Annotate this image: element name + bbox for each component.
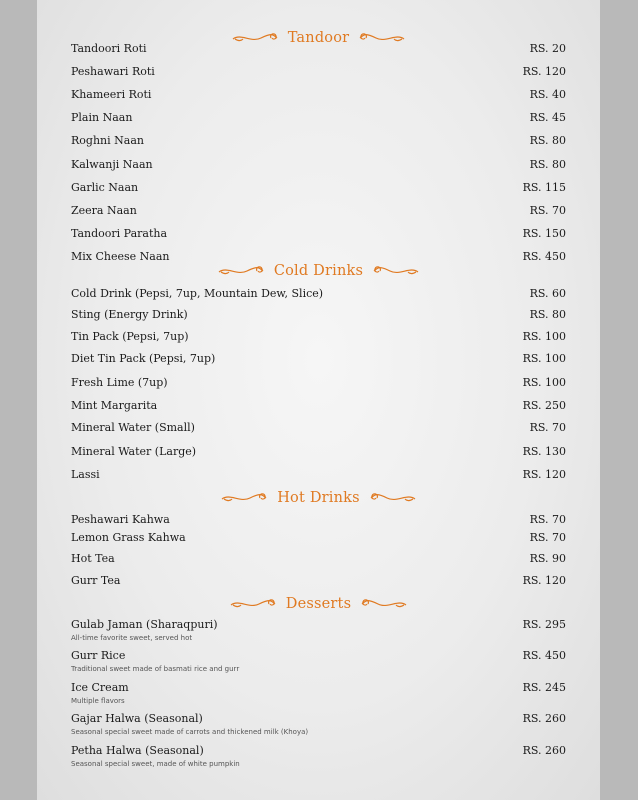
flourish-right-icon — [372, 263, 420, 279]
item-name: Mint Margarita — [71, 399, 158, 412]
item-price: RS. 100 — [522, 376, 566, 389]
item-name: Lemon Grass Kahwa — [71, 531, 186, 544]
menu-item — [71, 399, 566, 412]
item-price: RS. 120 — [522, 468, 566, 481]
section-cold-drinks — [37, 261, 600, 281]
section-title: Hot Drinks — [277, 490, 360, 506]
menu-item — [71, 513, 566, 526]
item-price: RS. 20 — [529, 42, 566, 55]
item-price: RS. 260 — [522, 712, 566, 725]
flourish-left-icon — [229, 596, 277, 612]
item-price: RS. 70 — [529, 421, 566, 434]
item-price: RS. 60 — [529, 287, 566, 300]
section-title: Tandoor — [287, 30, 350, 46]
section-title: Cold Drinks — [273, 263, 364, 279]
item-name: Plain Naan — [71, 111, 133, 124]
item-name: Tin Pack (Pepsi, 7up) — [71, 330, 189, 343]
menu-page — [37, 0, 600, 800]
section-title: Desserts — [285, 596, 352, 612]
item-name: Kalwanji Naan — [71, 158, 153, 171]
item-name: Tandoori Roti — [71, 42, 147, 55]
menu-item — [71, 681, 566, 694]
item-price: RS. 130 — [522, 445, 566, 458]
item-name: Sting (Energy Drink) — [71, 308, 188, 321]
item-description: Seasonal special sweet, made of white pumpkin — [71, 760, 240, 768]
item-price: RS. 45 — [529, 111, 566, 124]
menu-item — [71, 574, 566, 587]
item-name: Peshawari Kahwa — [71, 513, 170, 526]
item-name: Cold Drink (Pepsi, 7up, Mountain Dew, Slice) — [71, 287, 324, 300]
item-price: RS. 80 — [529, 308, 566, 321]
item-price: RS. 450 — [522, 649, 566, 662]
flourish-right-icon — [360, 596, 408, 612]
menu-item — [71, 712, 566, 725]
menu-item — [71, 287, 566, 300]
item-name: Tandoori Paratha — [71, 227, 168, 240]
menu-item — [71, 204, 566, 217]
menu-item — [71, 158, 566, 171]
item-price: RS. 120 — [522, 574, 566, 587]
flourish-left-icon — [217, 263, 265, 279]
menu-item — [71, 531, 566, 544]
menu-item — [71, 227, 566, 240]
item-price: RS. 80 — [529, 158, 566, 171]
item-price: RS. 260 — [522, 744, 566, 757]
section-header — [37, 261, 600, 281]
item-price: RS. 450 — [522, 250, 566, 263]
item-description: Seasonal special sweet made of carrots and thickened milk (Khoya) — [71, 728, 309, 736]
item-name: Diet Tin Pack (Pepsi, 7up) — [71, 352, 216, 365]
menu-item — [71, 42, 566, 55]
item-price: RS. 40 — [529, 88, 566, 101]
item-description: All-time favorite sweet, served hot — [71, 634, 193, 642]
menu-item — [71, 308, 566, 321]
menu-item — [71, 134, 566, 147]
item-price: RS. 245 — [522, 681, 566, 694]
menu-item — [71, 352, 566, 365]
menu-item — [71, 330, 566, 343]
menu-item — [71, 618, 566, 631]
item-name: Gulab Jaman (Sharaqpuri) — [71, 618, 218, 631]
menu-item — [71, 649, 566, 662]
item-name: Fresh Lime (7up) — [71, 376, 168, 389]
menu-item — [71, 376, 566, 389]
item-name: Roghni Naan — [71, 134, 144, 147]
item-name: Garlic Naan — [71, 181, 139, 194]
menu-item — [71, 111, 566, 124]
item-price: RS. 250 — [522, 399, 566, 412]
item-name: Gajar Halwa (Seasonal) — [71, 712, 203, 725]
item-price: RS. 90 — [529, 552, 566, 565]
section-desserts — [37, 594, 600, 614]
item-name: Mineral Water (Small) — [71, 421, 195, 434]
menu-item — [71, 552, 566, 565]
item-price: RS. 70 — [529, 513, 566, 526]
item-name: Lassi — [71, 468, 100, 481]
section-header — [37, 594, 600, 614]
item-price: RS. 115 — [522, 181, 566, 194]
menu-item — [71, 88, 566, 101]
menu-item — [71, 468, 566, 481]
item-name: Peshawari Roti — [71, 65, 155, 78]
item-description: Multiple flavors — [71, 697, 125, 705]
item-price: RS. 80 — [529, 134, 566, 147]
item-price: RS. 100 — [522, 330, 566, 343]
item-name: Hot Tea — [71, 552, 115, 565]
item-price: RS. 120 — [522, 65, 566, 78]
item-price: RS. 70 — [529, 204, 566, 217]
item-price: RS. 295 — [522, 618, 566, 631]
item-price: RS. 150 — [522, 227, 566, 240]
menu-item — [71, 445, 566, 458]
flourish-left-icon — [220, 490, 268, 506]
item-price: RS. 100 — [522, 352, 566, 365]
item-name: Gurr Rice — [71, 649, 126, 662]
item-name: Mineral Water (Large) — [71, 445, 197, 458]
item-name: Mix Cheese Naan — [71, 250, 170, 263]
menu-item — [71, 744, 566, 757]
section-header — [37, 488, 600, 508]
item-name: Petha Halwa (Seasonal) — [71, 744, 204, 757]
menu-item — [71, 65, 566, 78]
item-name: Gurr Tea — [71, 574, 121, 587]
item-name: Ice Cream — [71, 681, 129, 694]
menu-item — [71, 181, 566, 194]
item-price: RS. 70 — [529, 531, 566, 544]
item-name: Zeera Naan — [71, 204, 137, 217]
menu-item — [71, 421, 566, 434]
flourish-right-icon — [369, 490, 417, 506]
section-hot-drinks — [37, 488, 600, 508]
item-name: Khameeri Roti — [71, 88, 152, 101]
item-description: Traditional sweet made of basmati rice and gurr — [71, 665, 240, 673]
